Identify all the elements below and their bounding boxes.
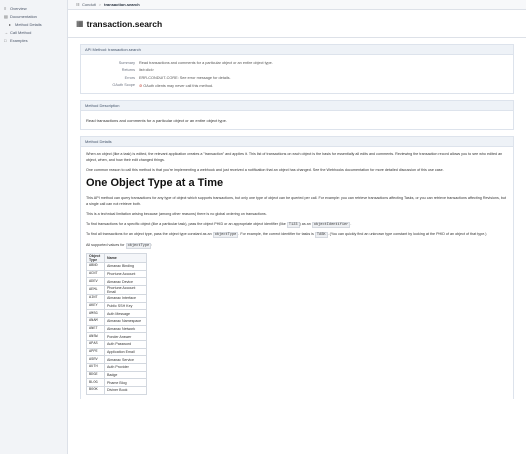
inline-code: TASK <box>316 233 326 238</box>
sidebar-item-examples[interactable] <box>0 36 67 44</box>
text-fragment: All supported values for <box>86 243 125 248</box>
inline-code: objectType <box>214 233 237 238</box>
breadcrumb-separator: > <box>98 2 102 7</box>
main-content <box>68 38 526 405</box>
text-fragment: ) as an <box>299 221 311 226</box>
table-row <box>87 348 147 356</box>
summary-value: Read transactions and comments for a particular object or an entire object type. <box>139 60 273 65</box>
table-row <box>87 294 147 302</box>
object-type-name: Phame Blog <box>105 379 147 387</box>
details-paragraph: This is a technical limitation arising because (among other reasons) there is no global ordering on transactions. <box>86 212 267 217</box>
stack-icon: ≡ <box>4 5 7 11</box>
sidebar-item-label: Call Method <box>10 29 32 35</box>
sidebar-item-documentation[interactable] <box>0 12 67 20</box>
object-type-name: Almanac Device <box>105 278 147 286</box>
text-fragment: . For example, the correct identifier for tasks is <box>238 232 314 237</box>
oauth-value: OAuth clients may never call this method. <box>143 83 214 88</box>
breadcrumb-root[interactable]: Conduit <box>82 2 96 7</box>
details-paragraph <box>86 242 508 249</box>
text-fragment: : <box>151 243 153 248</box>
errors-value: ERR-CONDUIT-CORE: See error message for details. <box>139 75 231 80</box>
text-fragment: To find transactions for a specific object (like a particular task), pass the object PHID or an appropriate object identifier (like <box>86 221 286 226</box>
object-type-code: AINT <box>87 294 105 302</box>
sidebar-item-label: Documentation <box>10 13 37 19</box>
object-type-name: Almanac Network <box>105 325 147 333</box>
sidebar <box>0 0 68 454</box>
summary-label: Summary <box>118 60 135 65</box>
object-type-code: AUTH <box>87 364 105 372</box>
object-type-code: APAS <box>87 341 105 349</box>
inline-code: T123 <box>288 222 298 227</box>
object-type-name: Auth Provider <box>105 364 147 372</box>
table-row <box>87 364 147 372</box>
sidebar-item-method-details[interactable] <box>0 20 67 28</box>
object-type-code: AMSG <box>87 310 105 318</box>
inline-code: objectIdentifier <box>313 222 349 227</box>
object-type-code: APPE <box>87 348 105 356</box>
table-row <box>87 379 147 387</box>
sidebar-item-label: Examples <box>10 37 28 43</box>
object-type-name: Almanac Namespace <box>105 317 147 325</box>
object-type-name: Phortune Account <box>105 270 147 278</box>
section-heading: One Object Type at a Time <box>86 177 224 190</box>
inline-code: objectType <box>127 244 150 249</box>
document-icon: ▦ <box>76 19 84 28</box>
object-type-code: ABND <box>87 262 105 270</box>
text-fragment: . (You can quickly find an unknown type constant by looking at the PHID of an object of that type.) <box>327 232 487 237</box>
table-header-row <box>87 253 147 262</box>
method-description-header: Method Description <box>81 101 513 111</box>
errors-label: Errors <box>124 75 135 80</box>
table-row <box>87 387 147 395</box>
object-type-name: Application Email <box>105 348 147 356</box>
table-row <box>87 270 147 278</box>
object-type-code: AKEY <box>87 302 105 310</box>
table-row <box>87 310 147 318</box>
table-row <box>87 341 147 349</box>
table-row <box>87 302 147 310</box>
column-header: Name <box>105 253 147 262</box>
oauth-row <box>86 82 508 90</box>
details-paragraph <box>86 231 508 238</box>
details-paragraph <box>86 221 508 228</box>
object-type-code: ACNT <box>87 270 105 278</box>
details-paragraph: When an object (like a task) is edited, the relevant application creates a "transaction" and applies it. This list of transactions on each object is the basis for essentially all edits and comments. Reviewing the transaction record allows you to see who edited an object, when, and how their edit changed things. <box>86 152 503 163</box>
table-row <box>87 325 147 333</box>
api-method-box <box>80 44 514 94</box>
sidebar-item-label: Method Details <box>15 21 42 27</box>
object-type-name: Auth Password <box>105 341 147 349</box>
oauth-label: OAuth Scope <box>112 83 135 88</box>
object-type-name: Almanac Interface <box>105 294 147 302</box>
sidebar-item-call-method[interactable] <box>0 28 67 36</box>
object-type-name: Almanac Service <box>105 356 147 364</box>
object-type-code: ANAM <box>87 317 105 325</box>
arrow-right-icon: → <box>4 29 8 35</box>
details-paragraph: One common reason to call this method is that you're implementing a webhook and just received a notification that an object has changed. See the Webhooks documentation for more detailed discussion of this use case. <box>86 167 444 172</box>
chevron-right-icon: ▸ <box>9 21 12 27</box>
object-types-table <box>86 253 147 395</box>
book-icon: ▤ <box>4 13 8 19</box>
table-row <box>87 333 147 341</box>
object-type-code: ADEV <box>87 278 105 286</box>
method-details-header: Method Details <box>81 137 513 147</box>
object-type-name: Public SSH Key <box>105 302 147 310</box>
object-type-code: BLOG <box>87 379 105 387</box>
page-header <box>68 10 526 38</box>
folder-icon: □ <box>4 37 7 43</box>
object-type-name: Badge <box>105 371 147 379</box>
object-type-name: Ponder Answer <box>105 333 147 341</box>
breadcrumb <box>68 0 526 10</box>
table-row <box>87 356 147 364</box>
errors-row <box>86 74 508 82</box>
column-header: Object Type <box>87 253 105 262</box>
page-title: transaction.search <box>86 18 163 29</box>
returns-label: Returns <box>121 68 135 73</box>
object-type-name: Diviner Book <box>105 387 147 395</box>
api-method-header: API Method: transaction.search <box>81 45 513 55</box>
object-type-name: Almanac Binding <box>105 262 147 270</box>
object-type-code: ANET <box>87 325 105 333</box>
text-fragment: To find all transactions for an object type, pass the object type constant as an <box>86 232 212 237</box>
table-row <box>87 278 147 286</box>
object-type-code: ASRV <box>87 356 105 364</box>
summary-row <box>86 59 508 67</box>
prohibited-icon: ⊘ <box>139 83 143 88</box>
table-row <box>87 317 147 325</box>
method-details-box <box>80 136 514 399</box>
sidebar-item-overview[interactable] <box>0 4 67 12</box>
object-type-name: Auth Message <box>105 310 147 318</box>
object-type-name: Phortune Account Email <box>105 285 147 294</box>
table-row <box>87 262 147 270</box>
returns-row <box>86 67 508 75</box>
breadcrumb-current[interactable]: transaction.search <box>104 2 140 7</box>
object-type-code: BOOK <box>87 387 105 395</box>
conduit-icon: ☷ <box>76 2 80 7</box>
method-description-text: Read transactions and comments for a particular object or an entire object type. <box>86 118 227 123</box>
details-paragraph: This API method can query transactions for any type of object which supports transactions, but only one type of object can be queried per call. For example: you can retrieve transactions affecting Tasks, or you can retrieve transactions affecting Revisions, but a single call can not retrieve both. <box>86 196 506 207</box>
object-type-code: BDGE <box>87 371 105 379</box>
sidebar-item-label: Overview <box>10 5 27 11</box>
method-description-box <box>80 100 514 130</box>
object-type-code: ANSW <box>87 333 105 341</box>
object-type-code: AEML <box>87 285 105 294</box>
table-row <box>87 371 147 379</box>
text-fragment: . <box>350 221 352 226</box>
returns-value: list<dict> <box>139 68 154 73</box>
table-row <box>87 285 147 294</box>
